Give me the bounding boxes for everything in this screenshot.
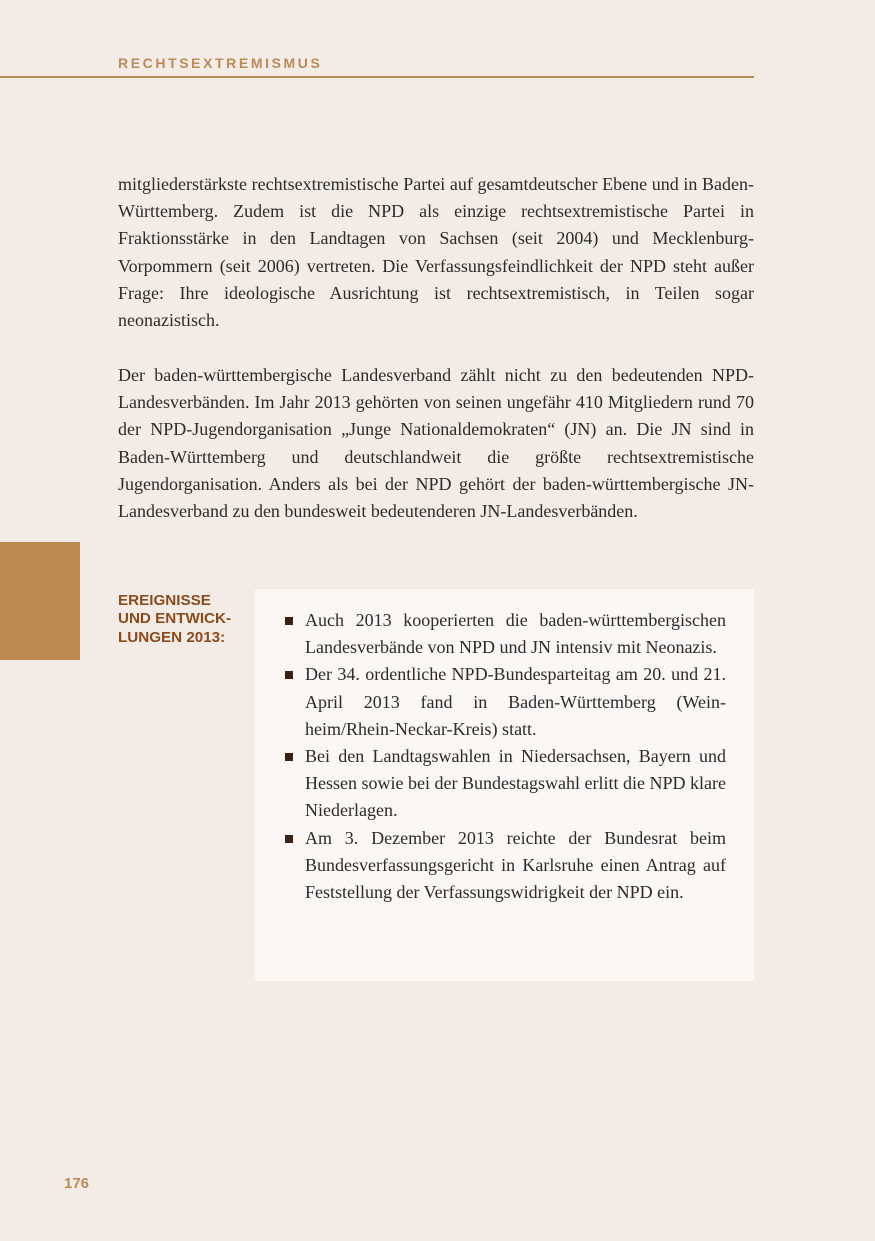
list-item-text: Auch 2013 kooperierten die baden-württembergischen Landesverbände von NPD und JN intensiv mit Neonazis. [305, 610, 726, 658]
running-header: RECHTSEXTREMISMUS [118, 55, 323, 71]
list-item-text: Der 34. ordentliche NPD-Bundesparteitag am 20. und 21. April 2013 fand in Baden-Württemberg (Weinheim/Rhein-Neckar-Kreis) statt. [305, 664, 726, 739]
events-box [255, 589, 754, 981]
list-item [283, 607, 726, 661]
side-tab-marker [0, 542, 80, 660]
list-item-text: Bei den Landtagswahlen in Niedersachsen, Bayern und Hessen sowie bei der Bundestagswahl erlitt die NPD klare Niederlagen. [305, 746, 726, 821]
events-list [283, 607, 726, 906]
list-item [283, 661, 726, 743]
square-bullet-icon [285, 753, 293, 761]
page-number: 176 [64, 1175, 90, 1192]
square-bullet-icon [285, 617, 293, 625]
square-bullet-icon [285, 835, 293, 843]
list-item [283, 825, 726, 907]
list-item [283, 743, 726, 825]
body-paragraph-1: mitgliederstärkste rechtsextremistische Partei auf gesamtdeutscher Ebene und in Baden-Württemberg. Zudem ist die NPD als einzige rechtsextremistische Partei in Fraktionsstärke in den Landtagen von Sachsen (seit 2004) und Mecklenburg-Vorpommern (seit 2006) vertreten. Die Verfassungsfeindlichkeit der NPD steht außer Frage: Ihre ideologische Ausrichtung ist rechtsextremistisch, in Teilen sogar neonazistisch. [118, 174, 754, 331]
events-label: EREIGNISSE UND ENTWICK- LUNGEN 2013: [118, 592, 232, 646]
square-bullet-icon [285, 671, 293, 679]
list-item-text: Am 3. Dezember 2013 reichte der Bundesrat beim Bundesverfassungsgericht in Karlsruhe einen Antrag auf Feststellung der Verfassungswidrigkeit der NPD ein. [305, 827, 726, 903]
body-paragraph-2: Der baden-württembergische Landesverband zählt nicht zu den bedeutenden NPD-Landesverbänden. Im Jahr 2013 gehörten von seinen ungefähr 410 Mitgliedern rund 70 der NPD-Jugendorganisation „Junge Nationaldemokraten“ (JN) an. Die JN sind in Baden-Württemberg und deutschlandweit die größte rechtsextremistische Jugendorganisation. Anders als bei der NPD gehört der baden-württembergische JN-Landesverband zu den bundesweit bedeutenderen JN-Landesverbänden. [118, 365, 754, 522]
header-rule [0, 76, 754, 78]
